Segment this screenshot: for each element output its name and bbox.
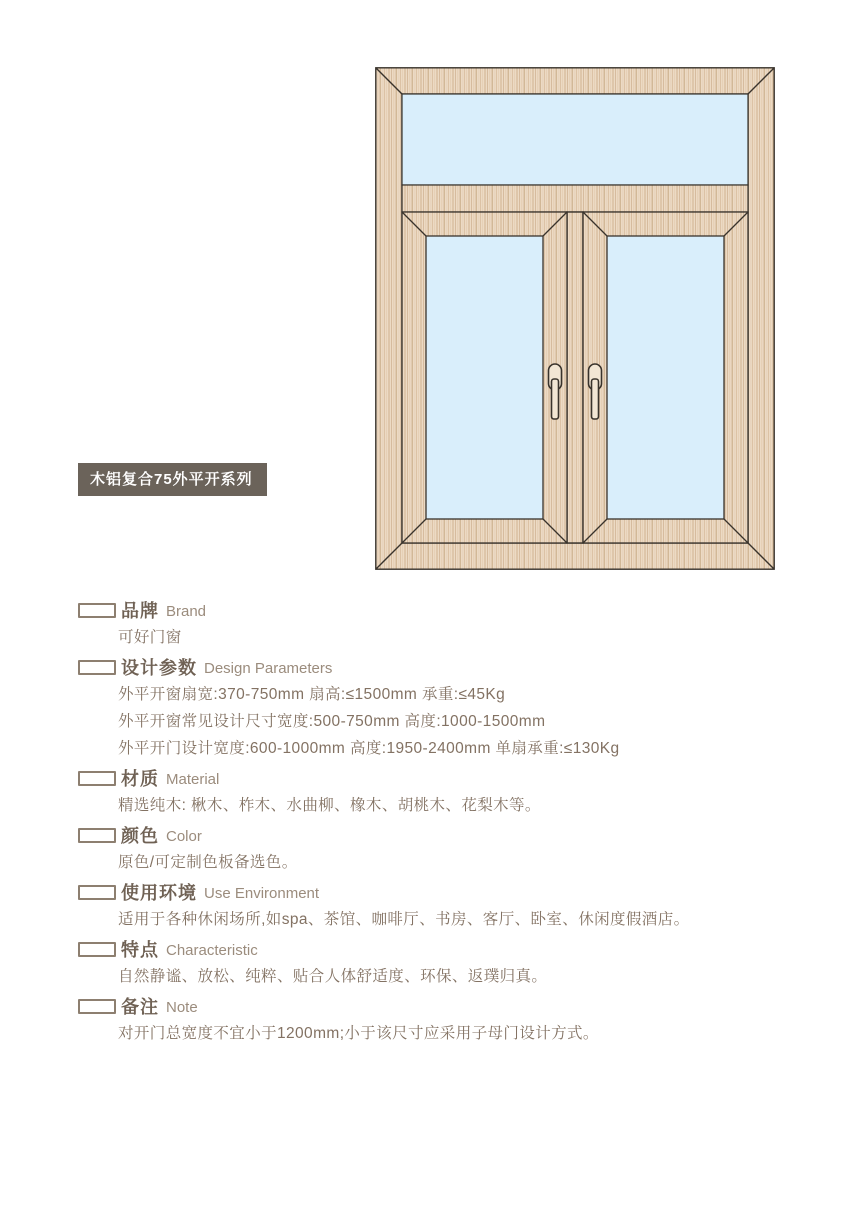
spec-line: 适用于各种休闲场所,如spa、茶馆、咖啡厅、书房、客厅、卧室、休闲度假酒店。 (118, 911, 690, 928)
section-note (78, 994, 798, 1047)
section-heading (78, 880, 798, 904)
section-characteristic (78, 937, 798, 990)
spec-line: 外平开门设计宽度:600-1000mm 高度:1950-2400mm 单扇承重:≤130Kg (118, 740, 620, 757)
section-title-zh: 备注 (121, 997, 159, 1017)
section-title-zh: 特点 (121, 940, 159, 960)
section-heading (78, 766, 798, 790)
section-design-parameters (78, 655, 798, 762)
section-body (118, 792, 798, 819)
series-label: 木铝复合75外平开系列 (78, 463, 267, 496)
section-title-zh: 颜色 (121, 826, 159, 846)
section-title-en: Design Parameters (204, 659, 333, 677)
transom-rail (402, 185, 748, 212)
section-body (118, 624, 798, 651)
section-use-environment (78, 880, 798, 933)
left-sash (402, 212, 567, 543)
section-body (118, 963, 798, 990)
rectangle-bullet-icon (78, 603, 116, 618)
section-title-en: Note (166, 998, 198, 1016)
section-heading (78, 937, 798, 961)
right-sash (583, 212, 748, 543)
section-heading (78, 823, 798, 847)
transom-glass (402, 94, 748, 185)
section-heading (78, 994, 798, 1018)
spec-line: 自然静谧、放松、纯粹、贴合人体舒适度、环保、返璞归真。 (118, 968, 548, 985)
spec-line: 外平开窗常见设计尺寸宽度:500-750mm 高度:1000-1500mm (118, 713, 546, 730)
section-title-en: Material (166, 770, 220, 788)
section-body (118, 849, 798, 876)
spec-line: 精选纯木: 楸木、柞木、水曲柳、橡木、胡桃木、花梨木等。 (118, 797, 541, 814)
spec-line: 可好门窗 (118, 629, 182, 646)
section-heading (78, 655, 798, 679)
section-title-en: Characteristic (166, 941, 258, 959)
section-brand (78, 598, 798, 651)
spec-line: 对开门总宽度不宜小于1200mm;小于该尺寸应采用子母门设计方式。 (118, 1025, 599, 1042)
spec-line: 外平开窗扇宽:370-750mm 扇高:≤1500mm 承重:≤45Kg (118, 686, 506, 703)
section-body (118, 681, 798, 762)
section-color (78, 823, 798, 876)
rectangle-bullet-icon (78, 999, 116, 1014)
center-mullion (567, 212, 583, 543)
rectangle-bullet-icon (78, 885, 116, 900)
section-title-en: Brand (166, 602, 207, 620)
section-title-zh: 品牌 (121, 601, 159, 621)
spec-sections (78, 598, 798, 1051)
rectangle-bullet-icon (78, 942, 116, 957)
section-body (118, 906, 798, 933)
rectangle-bullet-icon (78, 828, 116, 843)
rectangle-bullet-icon (78, 660, 116, 675)
section-title-zh: 使用环境 (121, 883, 197, 903)
section-title-en: Use Environment (204, 884, 320, 902)
spec-line: 原色/可定制色板备选色。 (118, 854, 298, 871)
section-body (118, 1020, 798, 1047)
section-material (78, 766, 798, 819)
window-illustration (375, 67, 775, 570)
section-title-en: Color (166, 827, 202, 845)
section-title-zh: 材质 (121, 769, 159, 789)
section-heading (78, 598, 798, 622)
section-title-zh: 设计参数 (121, 658, 197, 678)
rectangle-bullet-icon (78, 771, 116, 786)
